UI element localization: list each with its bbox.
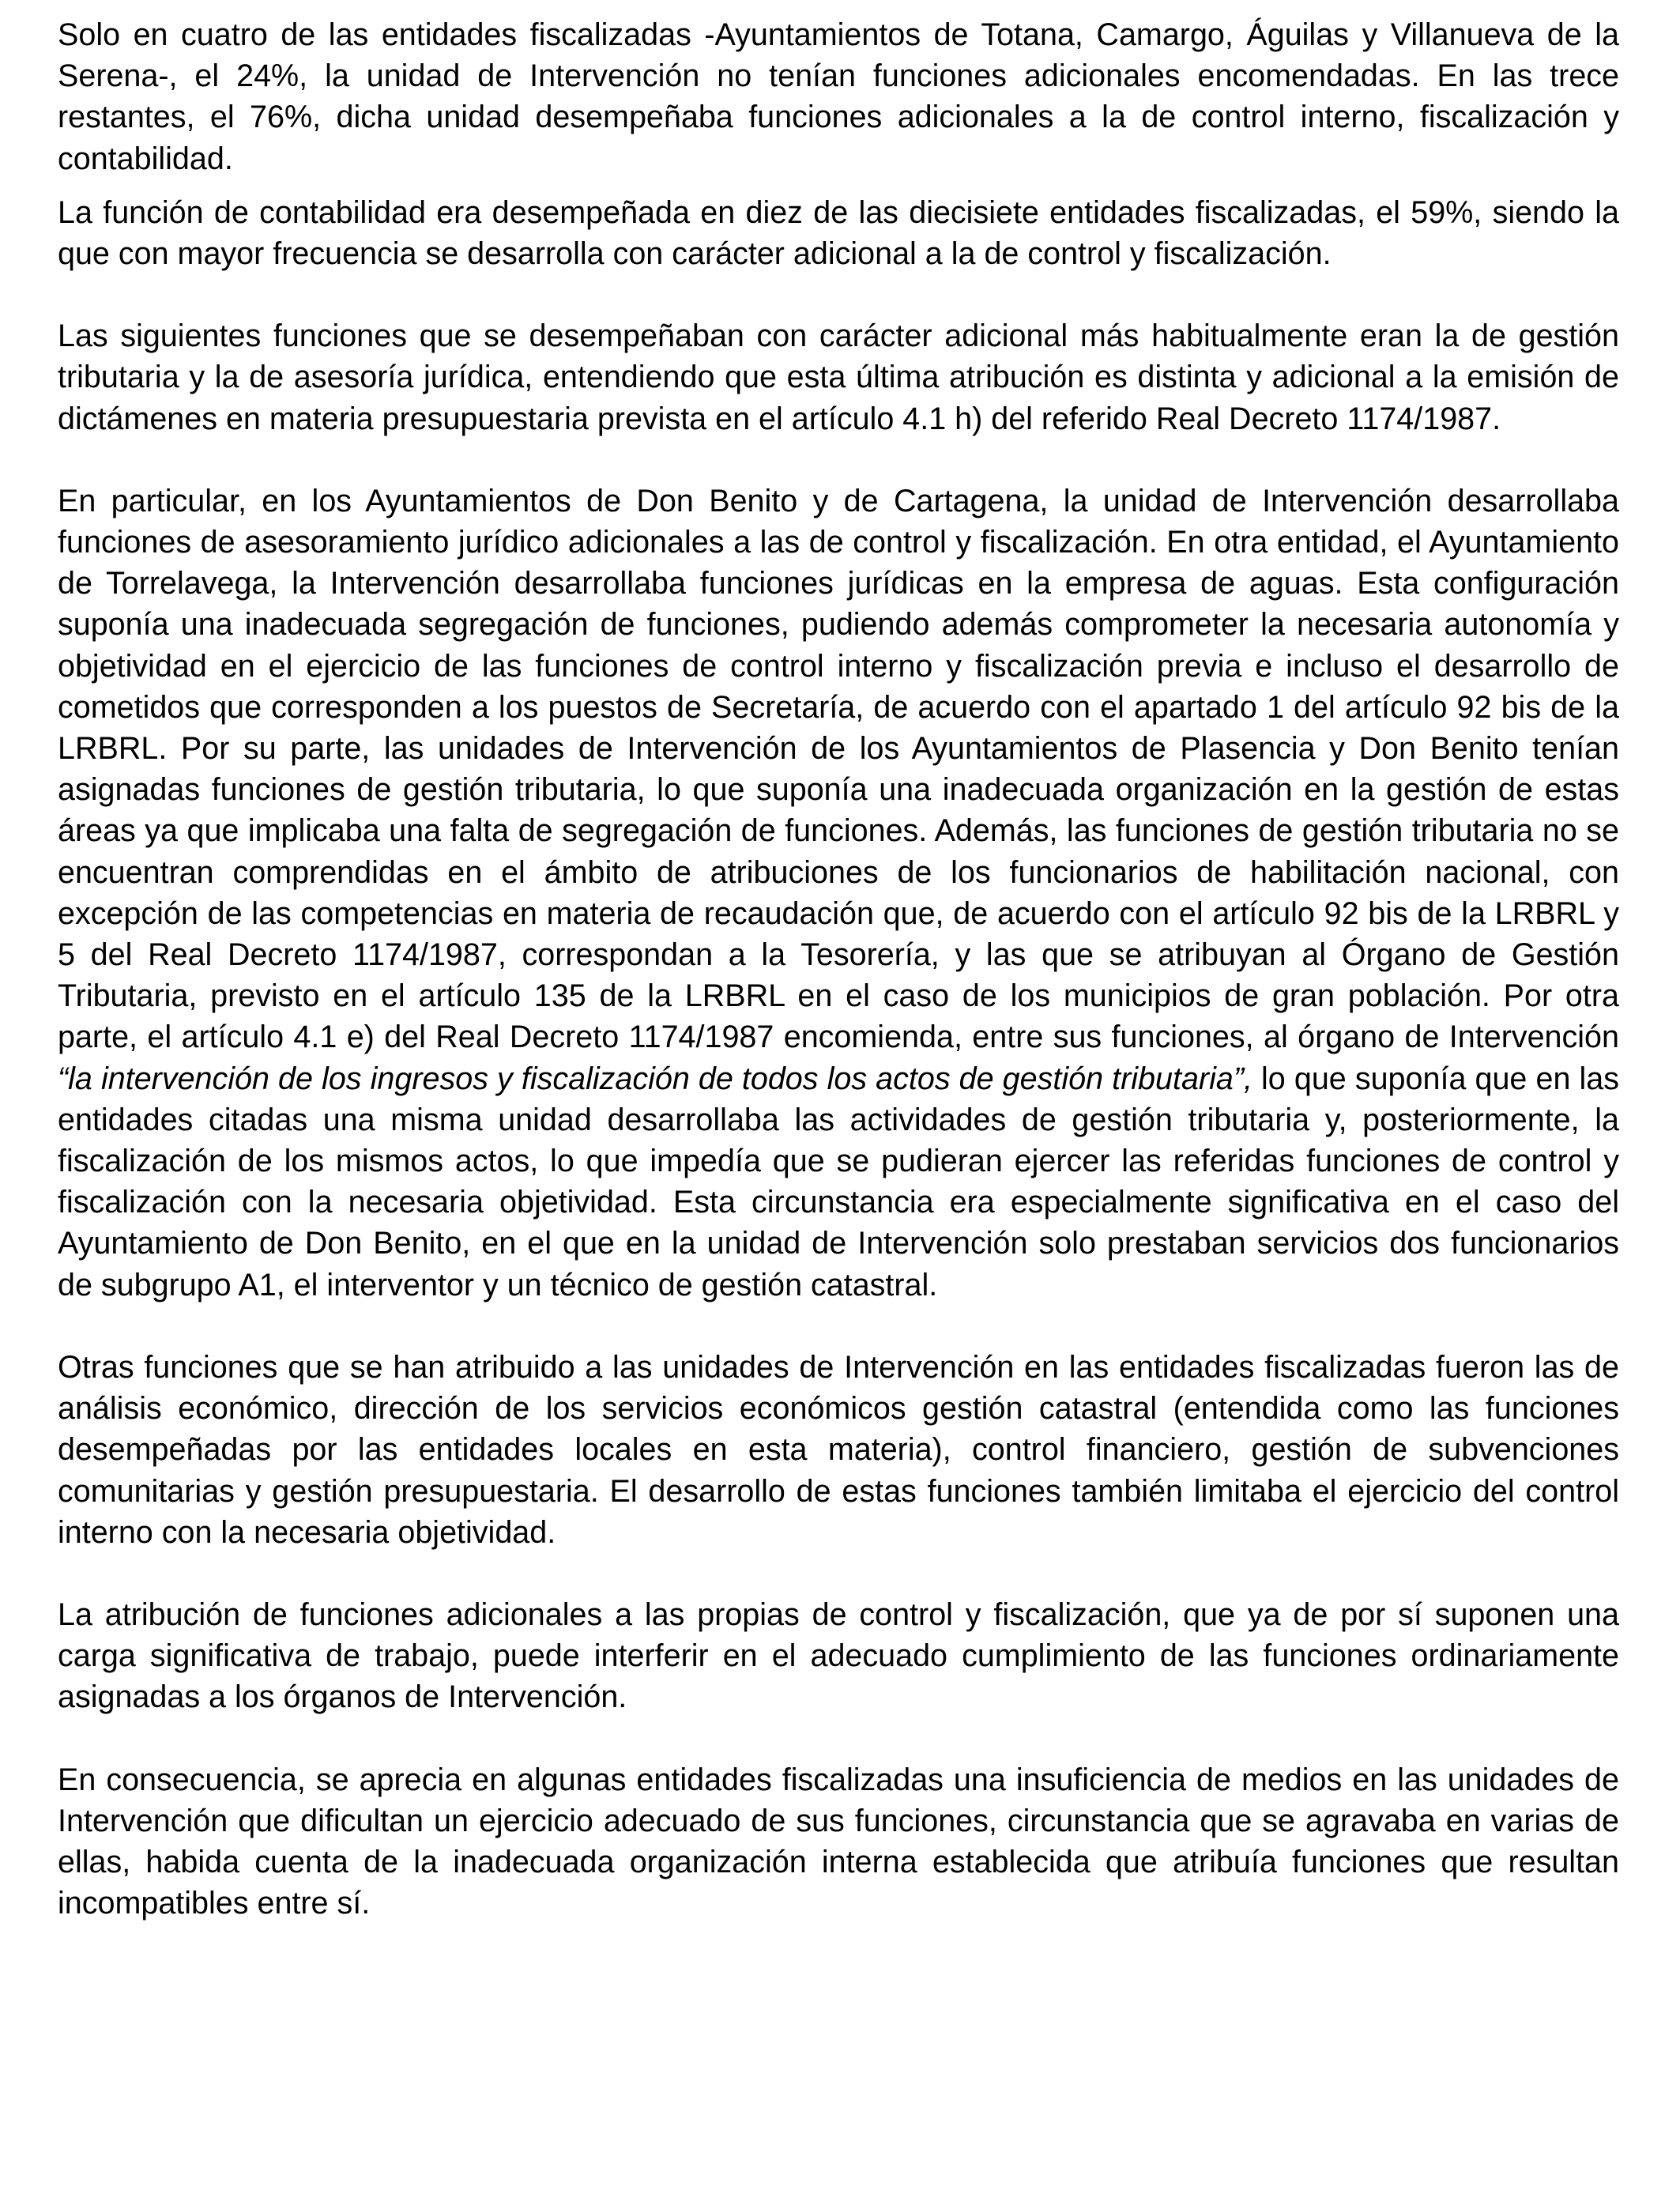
paragraph-7: En consecuencia, se aprecia en algunas entidades fiscalizadas una insuficiencia de medios en las unidades de Intervención que dificultan un ejercicio adecuado de sus funciones, circunstancia que se agravaba en varias de ellas, habida cuenta de la inadecuada organización interna establecida que atribuía funciones que resultan incompatibles entre sí. <box>58 1762 1619 1921</box>
paragraph-4-text-before-quote: En particular, en los Ayuntamientos de Don Benito y de Cartagena, la unidad de Intervención desarrollaba funciones de asesoramiento jurídico adicionales a las de control y fiscalización. En otra entidad, el Ayuntamiento de Torrelavega, la Intervención desarrollaba funciones jurídicas en la empresa de aguas. Esta configuración suponía una inadecuada segregación de funciones, pudiendo además comprometer la necesaria autonomía y objetividad en el ejercicio de las funciones de control interno y fiscalización previa e incluso el desarrollo de cometidos que corresponden a los puestos de Secretaría, de acuerdo con el apartado 1 del artículo 92 bis de la LRBRL. Por su parte, las unidades de Intervención de los Ayuntamientos de Plasencia y Don Benito tenían asignadas funciones de gestión tributaria, lo que suponía una inadecuada organización en la gestión de estas áreas ya que implicaba una falta de segregación de funciones. Además, las funciones de gestión tributaria no se encuentran comprendidas en el ámbito de atribuciones de los funcionarios de habilitación nacional, con excepción de las competencias en materia de recaudación que, de acuerdo con el artículo 92 bis de la LRBRL y 5 del Real Decreto 1174/1987, correspondan a la Tesorería, y las que se atribuyan al Órgano de Gestión Tributaria, previsto en el artículo 135 de la LRBRL en el caso de los municipios de gran población. Por otra parte, el artículo 4.1 e) del Real Decreto 1174/1987 encomienda, entre sus funciones, al órgano de Intervención <box>58 483 1619 1055</box>
document-page <box>58 14 1619 1924</box>
paragraph-5: Otras funciones que se han atribuido a las unidades de Intervención en las entidades fiscalizadas fueron las de análisis económico, dirección de los servicios económicos gestión catastral (entendida como las funciones desempeñadas por las entidades locales en esta materia), control financiero, gestión de subvenciones comunitarias y gestión presupuestaria. El desarrollo de estas funciones también limitaba el ejercicio del control interno con la necesaria objetividad. <box>58 1349 1619 1550</box>
paragraph-4-text-after-quote: lo que suponía que en las entidades citadas una misma unidad desarrollaba las actividades de gestión tributaria y, posteriormente, la fiscalización de los mismos actos, lo que impedía que se pudieran ejercer las referidas funciones de control y fiscalización con la necesaria objetividad. Esta circunstancia era especialmente significativa en el caso del Ayuntamiento de Don Benito, en el que en la unidad de Intervención solo prestaban servicios dos funcionarios de subgrupo A1, el interventor y un técnico de gestión catastral. <box>58 1061 1619 1302</box>
paragraph-4-quote: “la intervención de los ingresos y fiscalización de todos los actos de gestión tributaria”, <box>58 1061 1252 1096</box>
paragraph-6: La atribución de funciones adicionales a las propias de control y fiscalización, que ya de por sí suponen una carga significativa de trabajo, puede interferir en el adecuado cumplimiento de las funciones ordinariamente asignadas a los órganos de Intervención. <box>58 1596 1619 1715</box>
paragraph-4 <box>58 481 1619 1306</box>
paragraph-3: Las siguientes funciones que se desempeñaban con carácter adicional más habitualmente eran la de gestión tributaria y la de asesoría jurídica, entendiendo que esta última atribución es distinta y adicional a la emisión de dictámenes en materia presupuestaria prevista en el artículo 4.1 h) del referido Real Decreto 1174/1987. <box>58 319 1619 436</box>
paragraph-1: Solo en cuatro de las entidades fiscalizadas -Ayuntamientos de Totana, Camargo, Águilas y Villanueva de la Serena-, el 24%, la unidad de Intervención no tenían funciones adicionales encomendadas. En las trece restantes, el 76%, dicha unidad desempeñaba funciones adicionales a la de control interno, fiscalización y contabilidad. <box>58 17 1619 176</box>
paragraph-2: La función de contabilidad era desempeñada en diez de las diecisiete entidades fiscalizadas, el 59%, siendo la que con mayor frecuencia se desarrolla con carácter adicional a la de control y fiscalización. <box>58 194 1619 272</box>
